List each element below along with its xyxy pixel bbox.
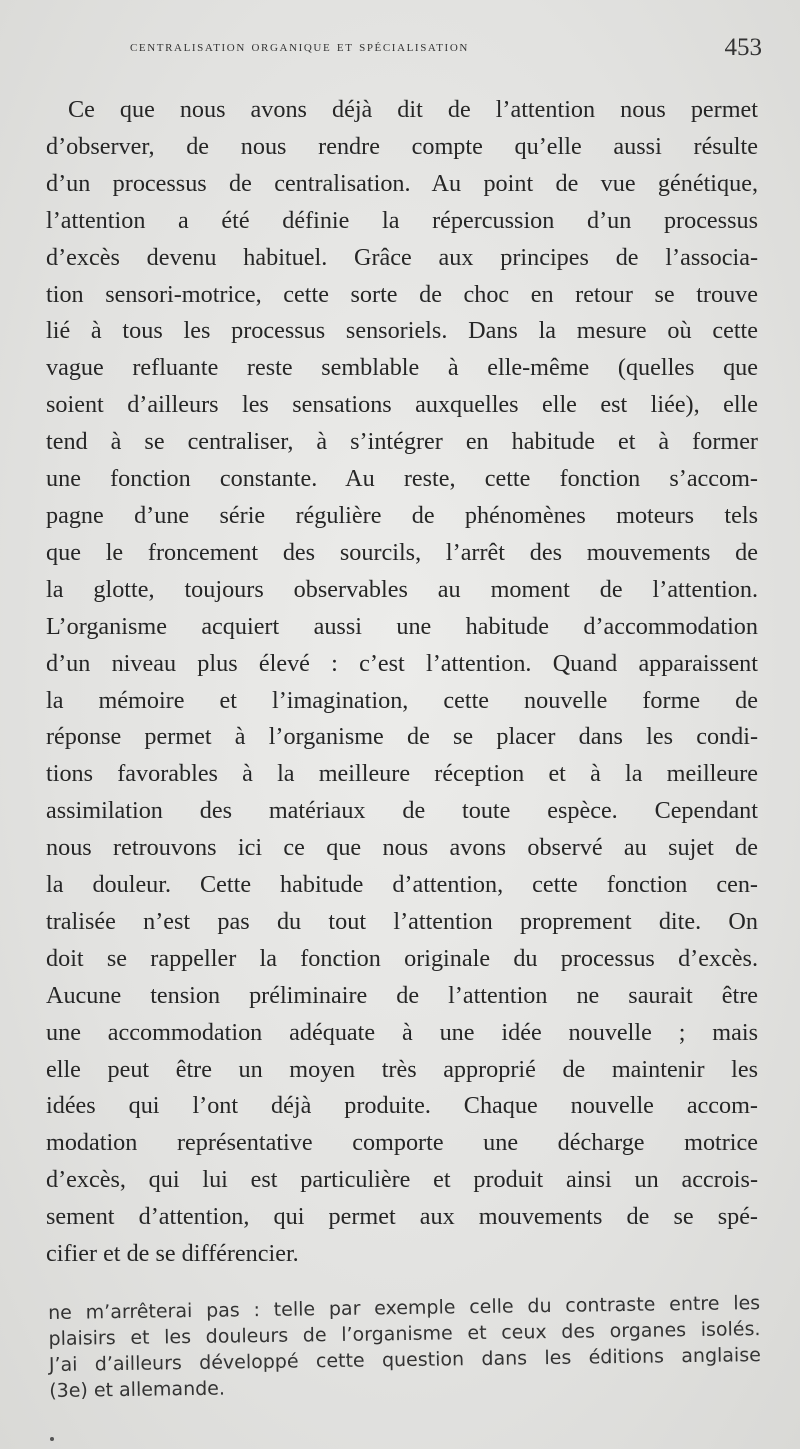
text-line: tion sensori-motrice, cette sorte de choc en retour se trouve xyxy=(46,280,758,308)
text-line: la glotte, toujours observables au moment de l’attention. xyxy=(46,575,758,603)
page-number: 453 xyxy=(724,34,762,61)
text-line: d’excès, qui lui est particulière et produit ainsi un accrois- xyxy=(46,1166,758,1194)
text-line: pagne d’une série régulière de phénomènes moteurs tels xyxy=(46,501,758,529)
text-line: idées qui l’ont déjà produite. Chaque nouvelle accom- xyxy=(46,1092,758,1120)
text-line: Aucune tension préliminaire de l’attention ne saurait être xyxy=(46,981,758,1009)
text-line: la douleur. Cette habitude d’attention, cette fonction cen- xyxy=(46,871,758,899)
text-line: réponse permet à l’organisme de se placer dans les condi- xyxy=(46,723,758,751)
footnote-line: (3e) et allemande. xyxy=(49,1377,226,1402)
footnote xyxy=(48,1290,761,1404)
text-line: vague refluante reste semblable à elle-même (quelles que xyxy=(46,354,758,382)
text-line: que le froncement des sourcils, l’arrêt des mouvements de xyxy=(46,538,758,566)
text-line: nous retrouvons ici ce que nous avons observé au sujet de xyxy=(46,834,758,862)
footnote-line: J’ai d’ailleurs développé cette question dans les éditions anglaise xyxy=(48,1344,761,1376)
text-line: une fonction constante. Au reste, cette fonction s’accom- xyxy=(46,465,758,493)
text-line: tend à se centraliser, à s’intégrer en habitude et à former xyxy=(46,428,758,456)
running-title: centralisation organique et spécialisation xyxy=(130,38,469,55)
footnote-line: ne m’arrêterai pas : telle par exemple celle du contraste entre les xyxy=(48,1292,761,1324)
text-line: assimilation des matériaux de toute espèce. Cependant xyxy=(46,797,758,825)
text-line: une accommodation adéquate à une idée nouvelle ; mais xyxy=(46,1018,758,1046)
footnote-line: plaisirs et les douleurs de l’organisme et ceux des organes isolés. xyxy=(48,1318,761,1350)
body-paragraph xyxy=(46,92,758,1273)
text-line: cifier et de se différencier. xyxy=(46,1240,299,1268)
text-line: L’organisme acquiert aussi une habitude d’accommodation xyxy=(46,612,758,640)
text-line: d’excès devenu habituel. Grâce aux principes de l’associa- xyxy=(46,243,758,271)
running-head xyxy=(130,34,770,64)
text-line: Ce que nous avons déjà dit de l’attention nous permet xyxy=(68,96,758,123)
text-line: elle peut être un moyen très approprié de maintenir les xyxy=(46,1055,758,1083)
text-line: doit se rappeller la fonction originale du processus d’excès. xyxy=(46,944,758,972)
text-line: la mémoire et l’imagination, cette nouvelle forme de xyxy=(46,686,758,714)
text-line: d’observer, de nous rendre compte qu’elle aussi résulte xyxy=(46,132,758,160)
text-line: d’un niveau plus élevé : c’est l’attention. Quand apparaissent xyxy=(46,649,758,677)
text-line: sement d’attention, qui permet aux mouvements de se spé- xyxy=(46,1203,758,1231)
text-line: tions favorables à la meilleure réception et à la meilleure xyxy=(46,760,758,788)
text-line: lié à tous les processus sensoriels. Dans la mesure où cette xyxy=(46,317,758,345)
text-line: l’attention a été définie la répercussion d’un processus xyxy=(46,206,758,234)
text-line: d’un processus de centralisation. Au point de vue génétique, xyxy=(46,169,758,197)
text-line: modation représentative comporte une décharge motrice xyxy=(46,1129,758,1157)
text-line: tralisée n’est pas du tout l’attention proprement dite. On xyxy=(46,907,758,935)
text-line: soient d’ailleurs les sensations auxquelles elle est liée), elle xyxy=(46,391,758,419)
print-speck xyxy=(50,1437,54,1441)
